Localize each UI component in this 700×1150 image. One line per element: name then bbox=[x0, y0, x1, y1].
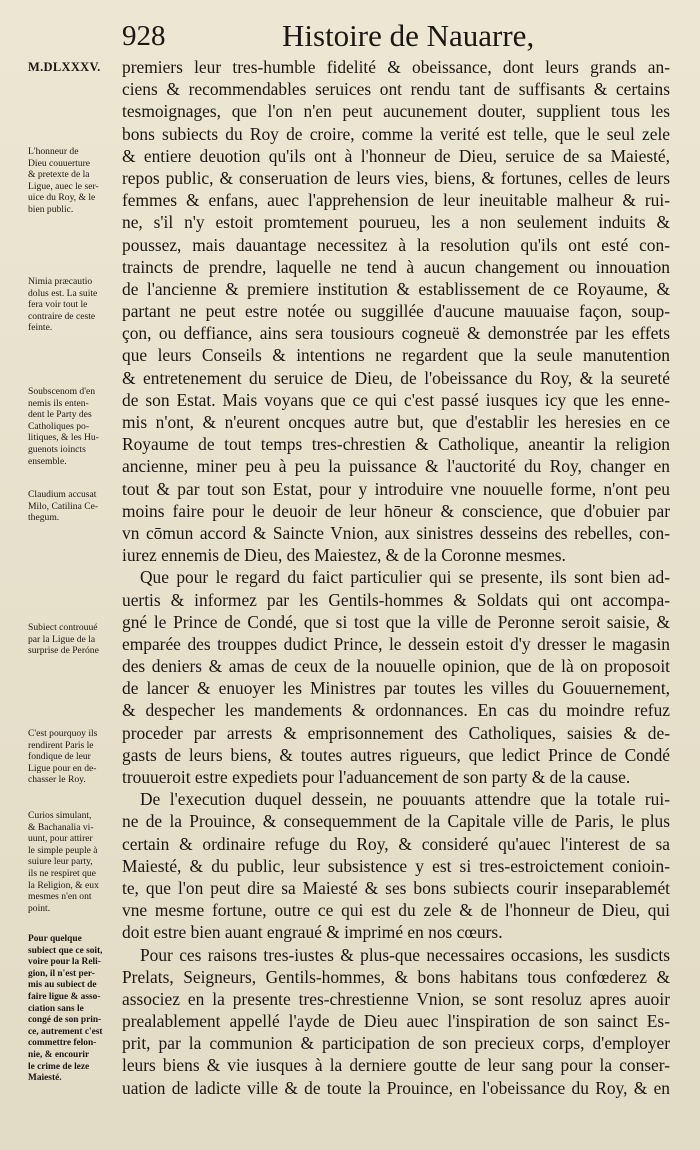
marginal-note-line: nemis ils enten- bbox=[28, 397, 89, 409]
text-line: repos public, & conseruation de leurs vies, biens, & fortunes, celles de leurs bbox=[122, 167, 670, 188]
marginal-note-line: Soubscenom d'en bbox=[28, 386, 96, 397]
text-line: proceder par arrests & emprisonnement des Catholiques, saisies & de- bbox=[122, 722, 670, 743]
text-line: prealablement appellé l'ayde de Dieu auec l'inspiration de son sainct Es- bbox=[122, 1011, 670, 1032]
marginal-note-line: Ligue, auec le ser- bbox=[28, 180, 99, 192]
marginal-note-line: par la Ligue de la bbox=[28, 633, 96, 645]
marginal-note-line: L'honneur de bbox=[28, 146, 79, 157]
text-line: & entiere deuotion qu'ils ont à l'honneur de Dieu, seruice de sa Maiesté, bbox=[122, 145, 670, 166]
marginal-note bbox=[28, 386, 116, 467]
marginal-note-line: rendirent Paris le bbox=[28, 739, 94, 751]
text-line: trouueroit estre expediets pour l'aduancement de son party & de la cause. bbox=[122, 767, 631, 787]
marginal-note bbox=[28, 934, 116, 1085]
text-line: iurez ennemis de Dieu, des Maiestez, & de la Coronne mesmes. bbox=[122, 545, 566, 566]
marginal-note-line: Maiesté. bbox=[28, 1073, 62, 1084]
marginal-note-line: mis au subiect de bbox=[28, 980, 97, 991]
text-line: emparée des trouppes dudict Prince, le dessein estoit d'y dresser le magasin bbox=[122, 633, 670, 654]
text-line: vn cōmun accord & Saincte Vnion, aux sinistres desseins des rebelles, con- bbox=[122, 522, 670, 543]
marginal-note-line: nie, & encourir bbox=[28, 1049, 90, 1060]
marginal-note-line: Claudium accusat bbox=[28, 489, 97, 500]
marginal-note-line: commettre felon- bbox=[28, 1038, 97, 1049]
marginal-note-line: Milo, Catilina Ce- bbox=[28, 500, 99, 512]
marginal-note-line: suiure leur party, bbox=[28, 856, 93, 868]
marginal-note-line: ils ne respiret que bbox=[28, 867, 96, 879]
marginal-note-line: Subiect controuué bbox=[28, 622, 98, 633]
text-line: ne de la Prouince, & consequemment de la Capitale ville de Paris, le plus bbox=[122, 811, 670, 832]
text-line: Prelats, Seigneurs, Gentils-hommes, & bons habitans tous confœderez & bbox=[122, 966, 670, 987]
text-line: leurs biens & vie iusques à la derniere goutte de leur sang pour la conser- bbox=[122, 1055, 670, 1076]
marginal-note-line: ce, autrement c'est bbox=[28, 1026, 103, 1037]
text-line: Royaume de tout temps tres-chrestien & Catholique, aneantir la religion bbox=[122, 434, 670, 455]
marginal-note-line: fera voir tout le bbox=[28, 299, 88, 311]
text-line: traincts de prendre, laquelle ne tend à aucun changement ou innouation bbox=[122, 256, 670, 277]
marginal-note-line: congé de son prin- bbox=[28, 1015, 102, 1026]
text-line: tout & par tout son Estat, pour y introduire vne nouuelle forme, n'ont peu bbox=[122, 478, 670, 499]
marginal-note bbox=[28, 810, 116, 914]
marginal-note-line: uunt, pour attirer bbox=[28, 833, 93, 845]
marginal-note-line: C'est pourquoy ils bbox=[28, 728, 98, 739]
marginal-note-line: thegum. bbox=[28, 512, 60, 524]
text-line: vne mesme fortune, outre ce qui est du zele & de l'honneur de Dieu, qui bbox=[122, 900, 670, 921]
text-line: associez en la presente tres-chrestienne Vnion, se sont resoluz apres auoir bbox=[122, 988, 670, 1009]
marginal-note-line: dent le Party des bbox=[28, 409, 92, 421]
marginal-note-line: litiques, & les Hu- bbox=[28, 432, 99, 444]
marginal-note-line: Pour quelque bbox=[28, 934, 82, 944]
text-line: de lancer & enuoyer les Ministres par toutes les villes du Gouuernement, bbox=[122, 678, 670, 699]
marginal-note bbox=[28, 146, 116, 216]
marginal-note-line: bien public. bbox=[28, 203, 74, 215]
text-line: mis n'ont, & n'eurent oncques autre but, que d'establir les heresies en ce bbox=[122, 412, 670, 432]
marginal-note-line: & Bachanalia vi- bbox=[28, 821, 94, 833]
text-line: moins faire pour le deuoir de leur hōneur & conscience, que d'obuier par bbox=[122, 500, 670, 521]
text-line: prit, par la communion & participation de son precieux corps, d'employer bbox=[122, 1033, 670, 1054]
marginal-note-line: Ligue pour en de- bbox=[28, 762, 97, 774]
text-line: & despecher les mandements & ordonnances. En cas du moindre refuz bbox=[122, 700, 670, 721]
text-line: que leurs Conseils & intentions ne regardent que la seule manutention bbox=[122, 345, 670, 366]
body-text bbox=[122, 56, 670, 1099]
marginal-note bbox=[28, 622, 116, 657]
text-line: gné le Prince de Condé, que si tost que la ville de Peronne seroit saisie, & bbox=[122, 611, 670, 632]
marginal-note-line: dolus est. La suite bbox=[28, 287, 98, 299]
marginal-note bbox=[28, 728, 116, 786]
marginal-note-line: contraire de ceste bbox=[28, 310, 96, 322]
text-line: Maiesté, & du public, leur subsistence y est si tres-estroictement conioin- bbox=[122, 855, 670, 876]
text-line: ciens & recommendables seruices ont rendu tant de suffisants & certains bbox=[122, 79, 670, 100]
text-line: poussez, mais dauantage necessitez à la resolution qu'ils ont esté con- bbox=[122, 234, 670, 255]
text-line: gasts de leurs biens, & toutes autres rigueurs, que ledict Prince de Condé bbox=[122, 744, 670, 765]
text-line: doit estre bien auant engraué & imprimé en nos cœurs. bbox=[122, 922, 503, 943]
page-header bbox=[0, 18, 700, 58]
page-number: 928 bbox=[122, 20, 166, 52]
marginal-note-line: & pretexte de la bbox=[28, 169, 90, 181]
text-line: uertis & informez par les Gentils-hommes & Soldats qui ont accompa- bbox=[122, 589, 670, 610]
text-line: Que pour le regard du faict particulier qui se presente, ils sont bien ad- bbox=[140, 567, 670, 588]
marginal-note-line: ciation sans le bbox=[28, 1003, 84, 1014]
marginal-note-line: feinte. bbox=[28, 322, 53, 334]
marginal-note-line: uice du Roy, & le bbox=[28, 192, 96, 204]
marginal-note-line: Curios simulant, bbox=[28, 810, 92, 821]
year-marginal: M.DLXXXV. bbox=[28, 60, 101, 74]
marginal-note-line: la Religion, & eux bbox=[28, 879, 99, 891]
marginal-note-line: Catholiques po- bbox=[28, 420, 90, 432]
marginal-note-line: fondique de leur bbox=[28, 751, 91, 763]
text-line: & entretenement du seruice de Dieu, de l'obeissance du Roy, & la seureté bbox=[122, 367, 670, 388]
text-line: de l'ancienne & premiere institution & establissement de ce Royaume, & bbox=[122, 278, 670, 299]
text-line: çon, ou deffiance, ains sera tousiours cogneuë & demonstrée par les effets bbox=[122, 323, 670, 344]
text-line: partant ne peut estre notée ou suggillée d'aucune mauuaise façon, soup- bbox=[122, 301, 670, 322]
text-line: uation de ladicte ville & de toute la Prouince, en l'obeissance du Roy, & en bbox=[122, 1077, 670, 1098]
marginal-note-line: voire pour la Reli- bbox=[28, 957, 101, 968]
text-line: bons subiects du Roy de croire, comme la verité est telle, que le seul zele bbox=[122, 123, 670, 144]
text-line: Pour ces raisons tres-iustes & plus-que necessaires occasions, les susdicts bbox=[140, 944, 670, 965]
marginal-note-line: guenots ioincts bbox=[28, 443, 86, 455]
text-line: certain & ordinaire refuge du Roy, & consideré qu'auec l'interest de sa bbox=[122, 833, 670, 854]
text-line: te, que l'on peut dire sa Maiesté & ses bons subiects courir inseparablemét bbox=[122, 877, 670, 898]
text-line: des deniers & amas de ceux de la nouuelle opinion, que de là on proposoit bbox=[122, 656, 670, 677]
text-line: premiers leur tres-humble fidelité & obeissance, dont leurs grands an- bbox=[122, 57, 670, 77]
text-line: femmes & enfans, auec l'apprehension de leur ineuitable malheur & rui- bbox=[122, 190, 670, 211]
marginal-note-line: chasser le Roy. bbox=[28, 774, 86, 786]
text-line: ancienne, miner peu à peu la puissance & l'auctorité du Roy, changer en bbox=[122, 456, 670, 477]
marginal-note-line: Dieu couuerture bbox=[28, 157, 91, 169]
running-head: Histoire de Nauarre, bbox=[282, 18, 535, 53]
text-line: De l'execution duquel dessein, ne pouuants attendre que la totale rui- bbox=[140, 789, 670, 810]
marginal-note-line: Nimia præcautio bbox=[28, 276, 93, 287]
marginal-note-line: gion, il n'est per- bbox=[28, 968, 95, 979]
marginal-note-line: point. bbox=[28, 902, 51, 914]
text-line: ne, s'il n'y estoit promtement pourueu, les a non seulement induits & bbox=[122, 212, 670, 233]
marginal-note-line: le simple peuple à bbox=[28, 844, 98, 856]
marginal-note bbox=[28, 489, 116, 524]
text-line: de son Estat. Mais voyans que ce qui c'est passé iusques icy que les enne- bbox=[122, 389, 670, 410]
marginal-note-line: le crime de leze bbox=[28, 1061, 90, 1072]
marginal-note bbox=[28, 276, 116, 334]
marginal-note-line: surprise de Peróne bbox=[28, 645, 99, 657]
marginal-note-line: mesmes n'en ont bbox=[28, 891, 92, 903]
marginal-note-line: subiect que ce soit, bbox=[28, 945, 103, 956]
marginal-note-line: faire ligue & asso- bbox=[28, 991, 101, 1002]
text-line: tesmoignages, que l'on n'en peut aucunement douter, supplient tous les bbox=[122, 101, 670, 122]
marginal-note-line: ensemble. bbox=[28, 455, 67, 467]
